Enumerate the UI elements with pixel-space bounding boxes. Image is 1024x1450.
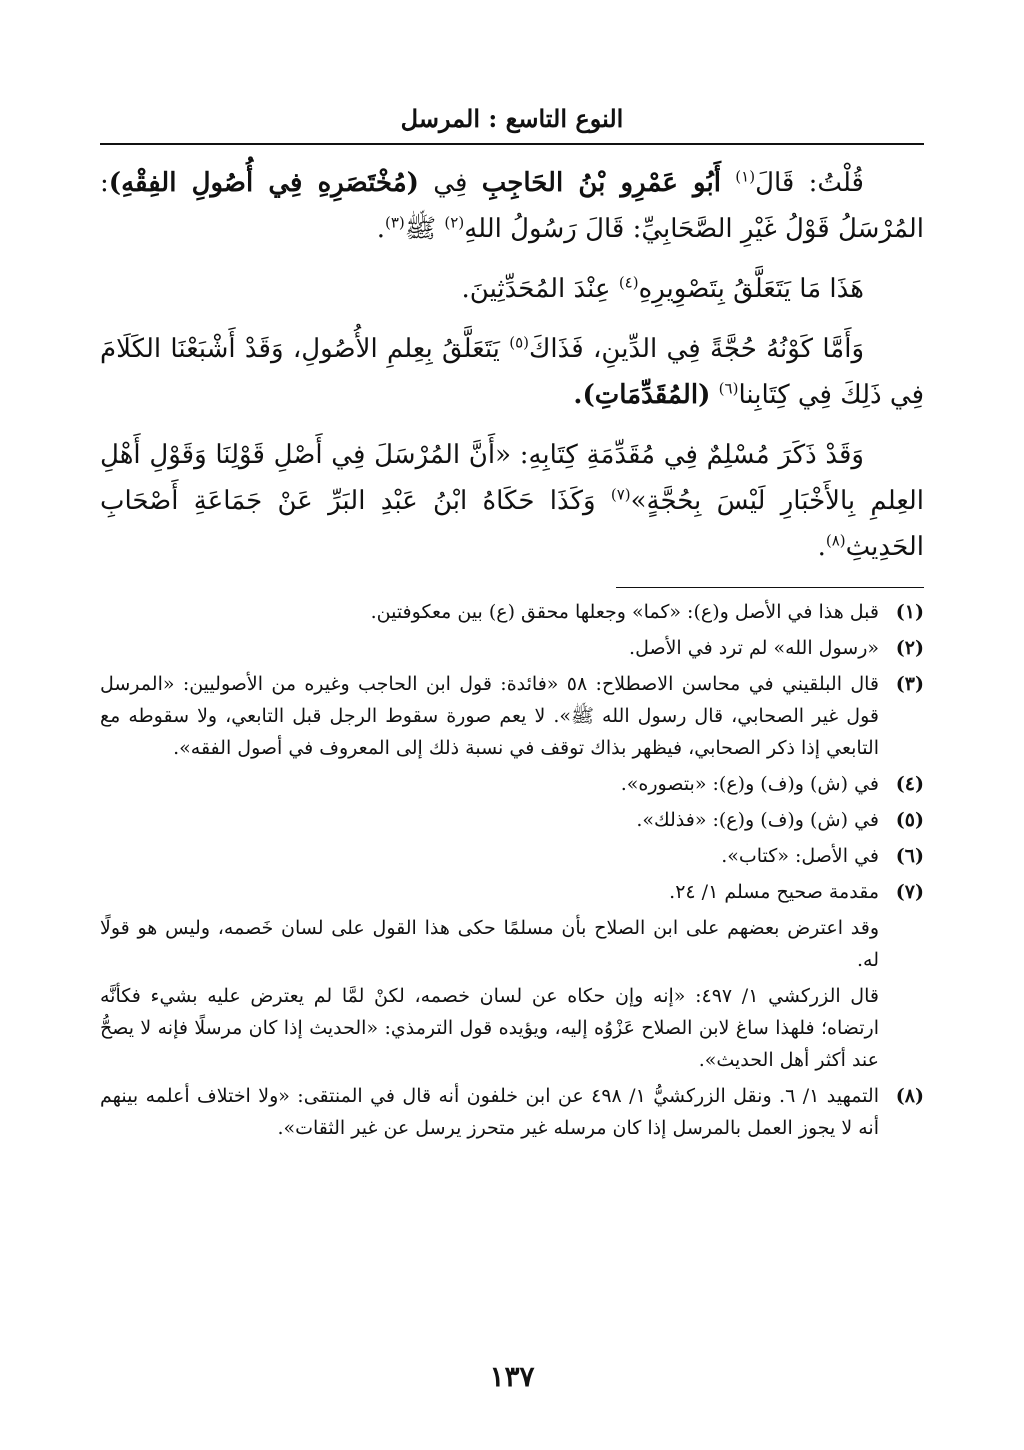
footnote-ref-1[interactable]: (١) xyxy=(735,167,756,186)
header-divider xyxy=(100,143,924,145)
footnote-separator xyxy=(616,587,924,588)
footnote-1 xyxy=(100,596,924,628)
footnote-number: (٤) xyxy=(895,773,924,795)
footnote-ref-2[interactable]: (٢) xyxy=(444,213,465,232)
p3-text-2: يَتَعَلَّقُ بِعِلمِ الأُصُولِ، وَقَدْ أَشْبَعْنَا الكَلَامَ فِي ذَلِكَ فِي كِتَابِنا xyxy=(100,334,924,410)
footnote-6 xyxy=(100,840,924,872)
footnote-number: (٥) xyxy=(895,809,924,831)
paragraph-2 xyxy=(100,266,924,312)
p1-book-title: (مُخْتَصَرِهِ فِي أُصُولِ الفِقْهِ) xyxy=(108,168,419,198)
p3-book-title: (المُقَدِّمَاتِ). xyxy=(573,380,711,410)
footnote-7 xyxy=(100,876,924,908)
footnote-4 xyxy=(100,768,924,800)
paragraph-4 xyxy=(100,432,924,570)
footnote-text: قال البلقيني في محاسن الاصطلاح: ٥٨ «فائدة: قول ابن الحاجب وغيره من الأصوليين: «المرسل قول غير الصحابي، قال رسول الله ﷺ». لا يعم صورة سقوط الرجل قبل التابعي، ولا سقوطه مع التابعي إذا ذكر الصحابي، فيظهر بذاك توقف في نسبة ذلك إلى المعروف في أصول الفقه». xyxy=(100,673,879,759)
page-header-title: النوع التاسع : المرسل xyxy=(400,104,624,133)
p1-text-1: قُلْتُ: قَالَ xyxy=(755,168,864,198)
footnote-8 xyxy=(100,1080,924,1144)
footnote-number: (٧) xyxy=(895,881,924,903)
footnotes xyxy=(100,596,924,1148)
footnote-3 xyxy=(100,668,924,764)
page-number: ١٣٧ xyxy=(489,1360,535,1393)
footnote-5 xyxy=(100,804,924,836)
footnote-text: التمهيد ١/ ٦. ونقل الزركشيُّ ١/ ٤٩٨ عن ابن خلفون أنه قال في المنتقى: «ولا اختلاف أعلمه بينهم أنه لا يجوز العمل بالمرسل إذا كان مرسله غير متحرز يرسل عن غير الثقات». xyxy=(100,1085,879,1139)
p1-text-3: : المُرْسَلُ قَوْلُ غَيْرِ الصَّحَابِيِّ: قَالَ رَسُولُ اللهِ xyxy=(100,168,924,244)
p1-salutation: ﷺ xyxy=(404,214,437,244)
footnote-ref-8[interactable]: (٨) xyxy=(825,531,846,550)
footnote-ref-7[interactable]: (٧) xyxy=(610,485,631,504)
footnote-text: قبل هذا في الأصل و(ع): «كما» وجعلها محقق (ع) بين معكوفتين. xyxy=(370,601,879,623)
footnote-text: «رسول الله» لم ترد في الأصل. xyxy=(629,637,879,659)
p2-text-1: هَذَا مَا يَتَعَلَّقُ بِتَصْوِيرِهِ xyxy=(638,274,864,304)
footnote-text: في (ش) و(ف) و(ع): «فذلك». xyxy=(636,809,879,831)
footnote-text: في (ش) و(ف) و(ع): «بتصوره». xyxy=(620,773,879,795)
paragraph-3 xyxy=(100,326,924,418)
p4-text-2: وَكَذَا حَكَاهُ ابْنُ عَبْدِ البَرِّ عَنْ جَمَاعَةِ أَصْحَابِ الحَدِيثِ xyxy=(100,486,924,562)
p1-text-2: فِي xyxy=(433,168,468,198)
footnote-number: (٦) xyxy=(895,845,924,867)
main-text xyxy=(100,160,924,584)
footnote-ref-5[interactable]: (٥) xyxy=(509,333,529,352)
footnote-7-continuation-1: وقد اعترض بعضهم على ابن الصلاح بأن مسلمًا حكى هذا القول على لسان خَصمه، وليس هو قولًا له. xyxy=(100,917,879,971)
footnote-number: (٨) xyxy=(895,1085,924,1107)
footnote-number: (٣) xyxy=(895,673,924,695)
footnote-2 xyxy=(100,632,924,664)
p1-end: . xyxy=(376,214,385,244)
footnote-number: (١) xyxy=(895,601,924,623)
footnote-number: (٢) xyxy=(895,637,924,659)
footnote-text: في الأصل: «كتاب». xyxy=(721,845,879,867)
footnote-ref-4[interactable]: (٤) xyxy=(618,273,639,292)
footnote-ref-6[interactable]: (٦) xyxy=(718,379,739,398)
p1-author-name: أَبُو عَمْرِو بْنُ الحَاجِبِ xyxy=(481,168,721,198)
p3-text-1: وَأَمَّا كَوْنُهُ حُجَّةً فِي الدِّينِ، فَذَاكَ xyxy=(529,334,864,364)
footnote-ref-3[interactable]: (٣) xyxy=(384,213,405,232)
p4-end: . xyxy=(817,532,826,562)
footnote-7-continuation-2: قال الزركشي ١/ ٤٩٧: «إنه وإن حكاه عن لسان خصمه، لكنْ لمَّا لم يعترض عليه بشيء فكأنَّه ارتضاه؛ فلهذا ساغ لابن الصلاح عَزْوُه إليه، ويؤيده قول الترمذي: «الحديث إذا كان مرسلًا فإنه لا يصحُّ عند أكثر أهل الحديث». xyxy=(100,985,879,1071)
footnote-text: مقدمة صحيح مسلم ١/ ٢٤. xyxy=(669,881,879,903)
paragraph-1 xyxy=(100,160,924,252)
p4-text-1: وَقَدْ ذَكَرَ مُسْلِمٌ فِي مُقَدِّمَةِ كِتَابِهِ: «أَنَّ المُرْسَلَ فِي أَصْلِ قَوْلِنَا وَقَوْلِ أَهْلِ العِلمِ بِالأَخْبَارِ لَيْسَ بِحُجَّةٍ» xyxy=(100,440,925,516)
p2-text-2: عِنْدَ المُحَدِّثِينَ. xyxy=(461,274,611,304)
